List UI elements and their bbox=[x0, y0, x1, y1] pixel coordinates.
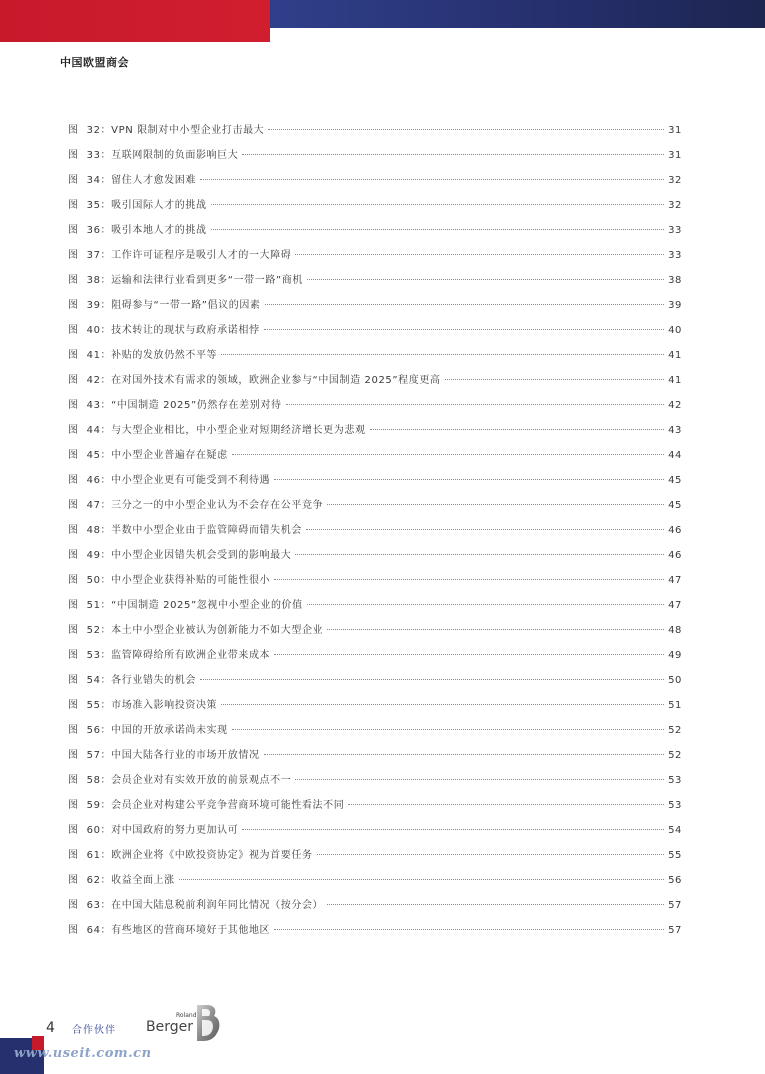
watermark: www.useit.com.cn bbox=[14, 1046, 152, 1061]
dot-leader bbox=[274, 479, 664, 480]
figure-title: 阻碍参与“一带一路”倡议的因素 bbox=[111, 300, 261, 311]
figure-separator: ： bbox=[100, 525, 112, 536]
figure-number: 46 bbox=[86, 475, 101, 486]
page-reference: 44 bbox=[668, 450, 682, 461]
figure-prefix: 图 bbox=[68, 825, 79, 836]
figure-title: 中小型企业因错失机会受到的影响最大 bbox=[111, 550, 292, 561]
figure-prefix: 图 bbox=[68, 625, 79, 636]
figure-prefix: 图 bbox=[68, 525, 79, 536]
figure-title: 有些地区的营商环境好于其他地区 bbox=[111, 925, 271, 936]
figure-separator: ： bbox=[100, 275, 112, 286]
figure-number: 36 bbox=[86, 225, 101, 236]
figure-separator: ： bbox=[100, 650, 112, 661]
page-reference: 45 bbox=[668, 500, 682, 511]
page-reference: 57 bbox=[668, 900, 682, 911]
figure-prefix: 图 bbox=[68, 550, 79, 561]
figure-number: 33 bbox=[86, 150, 101, 161]
figure-separator: ： bbox=[100, 375, 112, 386]
header-red-band bbox=[0, 0, 270, 42]
dot-leader bbox=[232, 729, 664, 730]
page-reference: 32 bbox=[668, 200, 682, 211]
figure-title: 吸引本地人才的挑战 bbox=[111, 225, 207, 236]
page-reference: 41 bbox=[668, 375, 682, 386]
dot-leader bbox=[242, 829, 664, 830]
toc-entry[interactable] bbox=[68, 221, 682, 246]
page-reference: 47 bbox=[668, 600, 682, 611]
figure-title: 中国大陆各行业的市场开放情况 bbox=[111, 750, 260, 761]
figure-number: 62 bbox=[86, 875, 101, 886]
figure-title: 三分之一的中小型企业认为不会存在公平竞争 bbox=[111, 500, 324, 511]
figure-title: 互联网限制的负面影响巨大 bbox=[111, 150, 239, 161]
figure-title: 会员企业对构建公平竞争营商环境可能性看法不同 bbox=[111, 800, 345, 811]
figure-separator: ： bbox=[100, 900, 112, 911]
figure-prefix: 图 bbox=[68, 350, 79, 361]
figure-separator: ： bbox=[100, 325, 112, 336]
figure-title: 对中国政府的努力更加认可 bbox=[111, 825, 239, 836]
page-reference: 38 bbox=[668, 275, 682, 286]
figure-title: 各行业错失的机会 bbox=[111, 675, 196, 686]
figure-title: 中国的开放承诺尚未实现 bbox=[111, 725, 228, 736]
page-reference: 41 bbox=[668, 350, 682, 361]
dot-leader bbox=[327, 629, 664, 630]
figure-prefix: 图 bbox=[68, 375, 79, 386]
figure-prefix: 图 bbox=[68, 150, 79, 161]
figure-prefix: 图 bbox=[68, 900, 79, 911]
figure-separator: ： bbox=[100, 700, 112, 711]
dot-leader bbox=[264, 329, 664, 330]
toc-entry[interactable] bbox=[68, 496, 682, 521]
dot-leader bbox=[211, 204, 664, 205]
figure-title: “中国制造 2025”忽视中小型企业的价值 bbox=[111, 600, 303, 611]
figure-separator: ： bbox=[100, 675, 112, 686]
figure-title: 在中国大陆息税前利润年同比情况（按分会） bbox=[111, 900, 324, 911]
figure-separator: ： bbox=[100, 200, 112, 211]
figure-number: 38 bbox=[86, 275, 101, 286]
dot-leader bbox=[232, 454, 664, 455]
figure-separator: ： bbox=[100, 450, 112, 461]
figure-separator: ： bbox=[100, 925, 112, 936]
figure-title: 本土中小型企业被认为创新能力不如大型企业 bbox=[111, 625, 324, 636]
toc-entry[interactable] bbox=[68, 596, 682, 621]
dot-leader bbox=[327, 904, 664, 905]
figure-number: 58 bbox=[86, 775, 101, 786]
toc-entry[interactable] bbox=[68, 846, 682, 871]
figure-separator: ： bbox=[100, 775, 112, 786]
page-reference: 57 bbox=[668, 925, 682, 936]
dot-leader bbox=[268, 129, 664, 130]
figure-title: 收益全面上涨 bbox=[111, 875, 175, 886]
figure-title: 会员企业对有实效开放的前景观点不一 bbox=[111, 775, 292, 786]
figure-prefix: 图 bbox=[68, 400, 79, 411]
figure-separator: ： bbox=[100, 850, 112, 861]
page-reference: 56 bbox=[668, 875, 682, 886]
figure-number: 64 bbox=[86, 925, 101, 936]
figure-prefix: 图 bbox=[68, 750, 79, 761]
figure-title: 工作许可证程序是吸引人才的一大障碍 bbox=[111, 250, 292, 261]
toc-entry[interactable] bbox=[68, 346, 682, 371]
figure-number: 35 bbox=[86, 200, 101, 211]
figure-prefix: 图 bbox=[68, 275, 79, 286]
figure-number: 55 bbox=[86, 700, 101, 711]
figure-number: 41 bbox=[86, 350, 101, 361]
figure-prefix: 图 bbox=[68, 850, 79, 861]
figure-prefix: 图 bbox=[68, 725, 79, 736]
figure-number: 61 bbox=[86, 850, 101, 861]
toc-entry[interactable] bbox=[68, 871, 682, 896]
figure-separator: ： bbox=[100, 125, 112, 136]
toc-entry[interactable] bbox=[68, 896, 682, 921]
figure-prefix: 图 bbox=[68, 200, 79, 211]
page-reference: 51 bbox=[668, 700, 682, 711]
figure-title: 欧洲企业将《中欧投资协定》视为首要任务 bbox=[111, 850, 313, 861]
page-reference: 53 bbox=[668, 800, 682, 811]
figure-number: 53 bbox=[86, 650, 101, 661]
dot-leader bbox=[307, 279, 664, 280]
figure-number: 43 bbox=[86, 400, 101, 411]
dot-leader bbox=[286, 404, 664, 405]
toc-entry[interactable] bbox=[68, 571, 682, 596]
figure-title: 中小型企业普遍存在疑虑 bbox=[111, 450, 228, 461]
toc-entry[interactable] bbox=[68, 446, 682, 471]
figure-number: 56 bbox=[86, 725, 101, 736]
toc-entry[interactable] bbox=[68, 171, 682, 196]
dot-leader bbox=[242, 154, 664, 155]
toc-entry[interactable] bbox=[68, 396, 682, 421]
toc-entry[interactable] bbox=[68, 696, 682, 721]
figure-title: 补贴的发放仍然不平等 bbox=[111, 350, 218, 361]
figure-title: 市场准入影响投资决策 bbox=[111, 700, 218, 711]
figure-title: 运输和法律行业看到更多“一带一路”商机 bbox=[111, 275, 303, 286]
page-reference: 31 bbox=[668, 150, 682, 161]
figure-separator: ： bbox=[100, 400, 112, 411]
figure-prefix: 图 bbox=[68, 800, 79, 811]
figure-separator: ： bbox=[100, 225, 112, 236]
toc-entry[interactable] bbox=[68, 796, 682, 821]
figure-separator: ： bbox=[100, 250, 112, 261]
figure-separator: ： bbox=[100, 475, 112, 486]
figure-title: 半数中小型企业由于监管障碍而错失机会 bbox=[111, 525, 302, 536]
dot-leader bbox=[200, 679, 664, 680]
page-reference: 52 bbox=[668, 750, 682, 761]
org-name: 中国欧盟商会 bbox=[60, 56, 129, 69]
page-reference: 39 bbox=[668, 300, 682, 311]
figure-separator: ： bbox=[100, 150, 112, 161]
figure-separator: ： bbox=[100, 875, 112, 886]
figure-number: 59 bbox=[86, 800, 101, 811]
figure-number: 60 bbox=[86, 825, 101, 836]
page-reference: 40 bbox=[668, 325, 682, 336]
dot-leader bbox=[295, 779, 664, 780]
figure-number: 54 bbox=[86, 675, 101, 686]
page-number: 4 bbox=[46, 1020, 55, 1036]
figure-list bbox=[68, 121, 682, 946]
figure-separator: ： bbox=[100, 625, 112, 636]
dot-leader bbox=[348, 804, 664, 805]
toc-entry[interactable] bbox=[68, 121, 682, 146]
figure-title: 吸引国际人才的挑战 bbox=[111, 200, 207, 211]
page-reference: 54 bbox=[668, 825, 682, 836]
page-reference: 52 bbox=[668, 725, 682, 736]
figure-title: 监管障碍给所有欧洲企业带来成本 bbox=[111, 650, 271, 661]
dot-leader bbox=[370, 429, 664, 430]
figure-separator: ： bbox=[100, 175, 112, 186]
figure-number: 44 bbox=[86, 425, 101, 436]
page-reference: 32 bbox=[668, 175, 682, 186]
figure-title: 技术转让的现状与政府承诺相悖 bbox=[111, 325, 260, 336]
toc-entry[interactable] bbox=[68, 821, 682, 846]
figure-prefix: 图 bbox=[68, 600, 79, 611]
figure-title: “中国制造 2025”仍然存在差别对待 bbox=[111, 400, 282, 411]
toc-entry[interactable] bbox=[68, 471, 682, 496]
toc-entry[interactable] bbox=[68, 321, 682, 346]
page-reference: 50 bbox=[668, 675, 682, 686]
dot-leader bbox=[221, 354, 664, 355]
toc-entry[interactable] bbox=[68, 921, 682, 946]
figure-number: 37 bbox=[86, 250, 101, 261]
figure-number: 45 bbox=[86, 450, 101, 461]
page-reference: 48 bbox=[668, 625, 682, 636]
page-reference: 55 bbox=[668, 850, 682, 861]
page-reference: 46 bbox=[668, 550, 682, 561]
partner-brand-small: Roland bbox=[176, 1012, 197, 1019]
partner-brand: Berger bbox=[146, 1019, 193, 1035]
figure-number: 48 bbox=[86, 525, 101, 536]
dot-leader bbox=[317, 854, 664, 855]
figure-number: 63 bbox=[86, 900, 101, 911]
toc-entry[interactable] bbox=[68, 296, 682, 321]
toc-entry[interactable] bbox=[68, 771, 682, 796]
toc-entry[interactable] bbox=[68, 521, 682, 546]
figure-separator: ： bbox=[100, 800, 112, 811]
figure-separator: ： bbox=[100, 350, 112, 361]
figure-prefix: 图 bbox=[68, 450, 79, 461]
figure-separator: ： bbox=[100, 425, 112, 436]
figure-prefix: 图 bbox=[68, 675, 79, 686]
figure-number: 34 bbox=[86, 175, 101, 186]
dot-leader bbox=[295, 254, 664, 255]
dot-leader bbox=[445, 379, 664, 380]
toc-entry[interactable] bbox=[68, 646, 682, 671]
figure-prefix: 图 bbox=[68, 700, 79, 711]
dot-leader bbox=[307, 604, 664, 605]
toc-entry[interactable] bbox=[68, 746, 682, 771]
figure-prefix: 图 bbox=[68, 300, 79, 311]
figure-number: 39 bbox=[86, 300, 101, 311]
figure-number: 40 bbox=[86, 325, 101, 336]
figure-number: 51 bbox=[86, 600, 101, 611]
figure-separator: ： bbox=[100, 500, 112, 511]
dot-leader bbox=[264, 754, 664, 755]
figure-number: 57 bbox=[86, 750, 101, 761]
figure-separator: ： bbox=[100, 725, 112, 736]
figure-title: 在对国外技术有需求的领域，欧洲企业参与“中国制造 2025”程度更高 bbox=[111, 375, 441, 386]
dot-leader bbox=[221, 704, 664, 705]
toc-entry[interactable] bbox=[68, 421, 682, 446]
figure-prefix: 图 bbox=[68, 925, 79, 936]
figure-separator: ： bbox=[100, 550, 112, 561]
page-reference: 47 bbox=[668, 575, 682, 586]
page-reference: 49 bbox=[668, 650, 682, 661]
dot-leader bbox=[295, 554, 664, 555]
page-reference: 46 bbox=[668, 525, 682, 536]
dot-leader bbox=[274, 654, 664, 655]
partner-label: 合作伙伴 bbox=[72, 1025, 116, 1036]
toc-entry[interactable] bbox=[68, 721, 682, 746]
dot-leader bbox=[274, 929, 664, 930]
figure-number: 52 bbox=[86, 625, 101, 636]
figure-title: 与大型企业相比，中小型企业对短期经济增长更为悲观 bbox=[111, 425, 366, 436]
roland-berger-logo-icon bbox=[193, 1003, 223, 1043]
figure-prefix: 图 bbox=[68, 175, 79, 186]
dot-leader bbox=[306, 529, 664, 530]
toc-entry[interactable] bbox=[68, 196, 682, 221]
dot-leader bbox=[211, 229, 664, 230]
figure-prefix: 图 bbox=[68, 575, 79, 586]
figure-prefix: 图 bbox=[68, 875, 79, 886]
figure-separator: ： bbox=[100, 750, 112, 761]
figure-separator: ： bbox=[100, 825, 112, 836]
figure-prefix: 图 bbox=[68, 250, 79, 261]
page-reference: 43 bbox=[668, 425, 682, 436]
page-reference: 33 bbox=[668, 250, 682, 261]
toc-entry[interactable] bbox=[68, 246, 682, 271]
page-reference: 33 bbox=[668, 225, 682, 236]
toc-entry[interactable] bbox=[68, 671, 682, 696]
figure-prefix: 图 bbox=[68, 225, 79, 236]
figure-prefix: 图 bbox=[68, 500, 79, 511]
figure-title: 中小型企业更有可能受到不利待遇 bbox=[111, 475, 271, 486]
figure-number: 50 bbox=[86, 575, 101, 586]
figure-prefix: 图 bbox=[68, 325, 79, 336]
dot-leader bbox=[179, 879, 664, 880]
figure-number: 49 bbox=[86, 550, 101, 561]
figure-separator: ： bbox=[100, 575, 112, 586]
figure-prefix: 图 bbox=[68, 775, 79, 786]
figure-number: 42 bbox=[86, 375, 101, 386]
toc-entry[interactable] bbox=[68, 371, 682, 396]
figure-prefix: 图 bbox=[68, 425, 79, 436]
page-reference: 53 bbox=[668, 775, 682, 786]
toc-entry[interactable] bbox=[68, 271, 682, 296]
page-reference: 45 bbox=[668, 475, 682, 486]
dot-leader bbox=[274, 579, 664, 580]
figure-title: 留住人才愈发困难 bbox=[111, 175, 196, 186]
toc-entry[interactable] bbox=[68, 546, 682, 571]
figure-number: 47 bbox=[86, 500, 101, 511]
page-reference: 42 bbox=[668, 400, 682, 411]
page-reference: 31 bbox=[668, 125, 682, 136]
header-navy-band bbox=[270, 0, 765, 28]
figure-separator: ： bbox=[100, 600, 112, 611]
toc-entry[interactable] bbox=[68, 621, 682, 646]
figure-title: 中小型企业获得补贴的可能性很小 bbox=[111, 575, 271, 586]
figure-prefix: 图 bbox=[68, 650, 79, 661]
toc-entry[interactable] bbox=[68, 146, 682, 171]
figure-title: VPN 限制对中小型企业打击最大 bbox=[111, 125, 265, 136]
figure-prefix: 图 bbox=[68, 125, 79, 136]
figure-separator: ： bbox=[100, 300, 112, 311]
dot-leader bbox=[327, 504, 664, 505]
figure-prefix: 图 bbox=[68, 475, 79, 486]
figure-number: 32 bbox=[86, 125, 101, 136]
dot-leader bbox=[200, 179, 664, 180]
dot-leader bbox=[265, 304, 664, 305]
